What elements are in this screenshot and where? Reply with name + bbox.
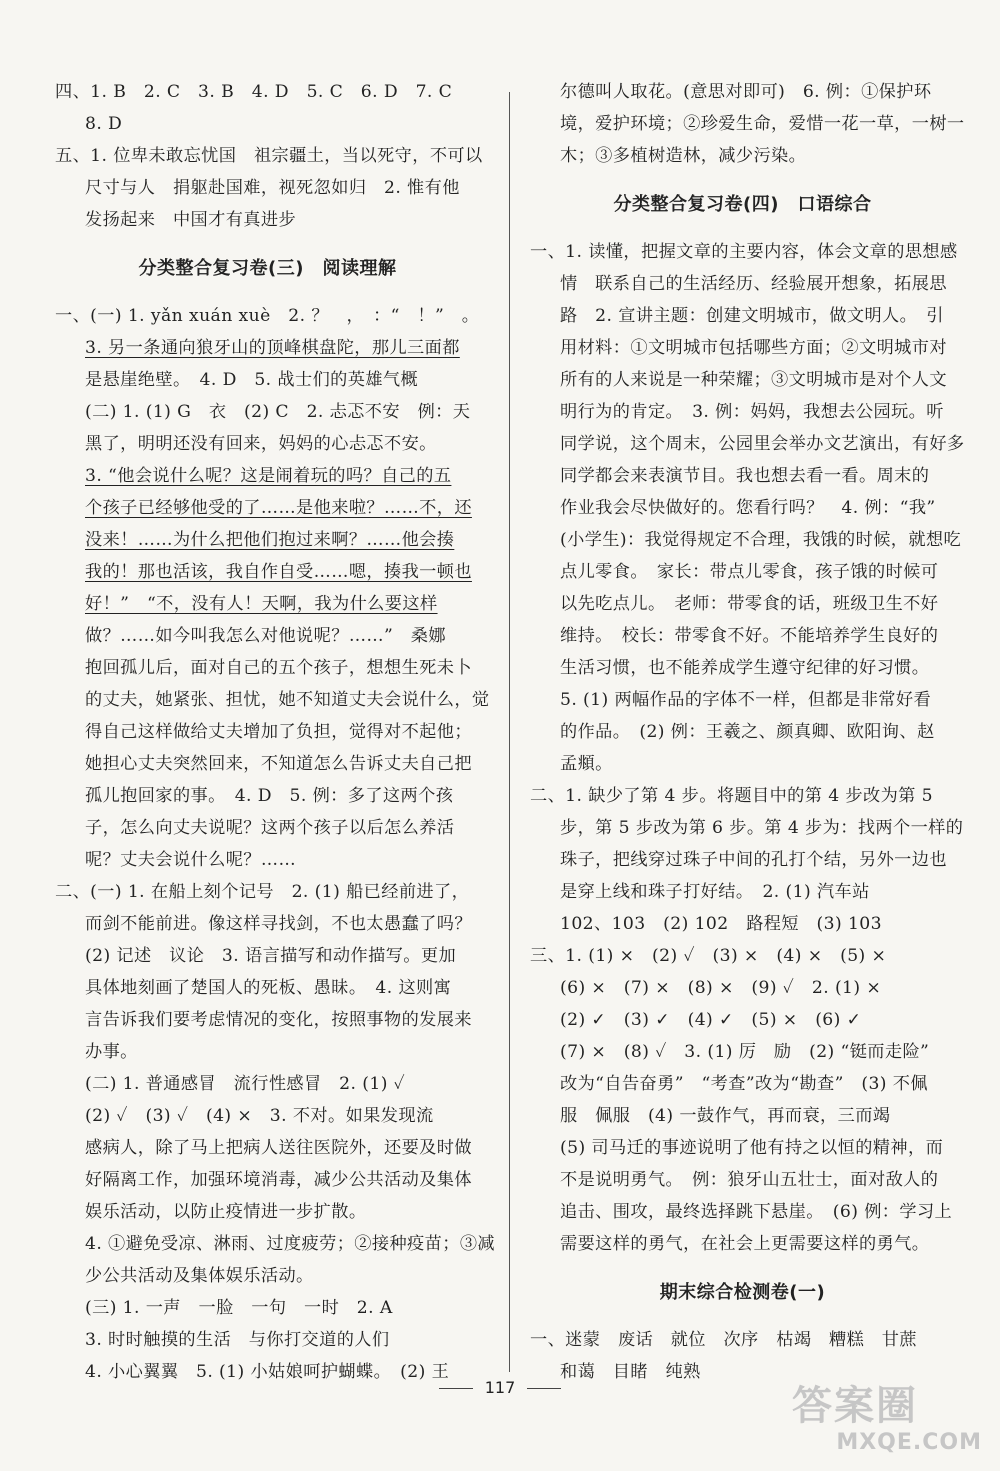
answer-line: 呢？丈夫会说什么呢？…… [85, 850, 297, 870]
watermark-glyphs: 答案圈 [792, 1383, 918, 1429]
answer-line: (2) ✓ (3) ✓ (4) × 3. 不对。如果发现流 [85, 1106, 434, 1126]
answer-line: 以先吃点儿。 老师：带零食的话，班级卫生不好 [560, 594, 939, 614]
right-column [530, 76, 965, 1388]
page-number-rule-right [527, 1388, 561, 1389]
answer-line: (三) 1. 一声 一脸 一句 一时 2. A [85, 1298, 393, 1318]
answer-line: 感病人，除了马上把病人送往医院外，还要及时做 [85, 1138, 472, 1158]
answer-line: 做？……如今叫我怎么对他说呢？……” 桑娜 [85, 626, 446, 646]
answer-line: 和蔼 目睹 纯熟 [560, 1362, 701, 1382]
answer-line: 珠子，把线穿过珠子中间的孔打个结，另外一边也 [560, 850, 947, 870]
answer-line: (5) 司马迁的事迹说明了他有持之以恒的精神，而 [560, 1138, 944, 1158]
answer-line: 追击、围攻，最终选择跳下悬崖。 (6) 例：学习上 [560, 1202, 953, 1222]
answer-line: 没来！……为什么把他们抱过来啊？……他会揍 [85, 530, 455, 550]
answer-line: 尺寸与人 捐躯赴国难，视死忽如归 2. 惟有他 [85, 178, 460, 198]
right-top-block [530, 76, 965, 172]
answer-line: 3. “他会说什么呢？这是闹着玩的吗？自己的五 [85, 466, 452, 486]
answer-line: 好隔离工作，加强环境消毒，减少公共活动及集体 [85, 1170, 472, 1190]
answer-line: 需要这样的勇气，在社会上更需要这样的勇气。 [560, 1234, 930, 1254]
answer-line: (小学生)：我觉得规定不合理，我饿的时候，就想吃 [560, 530, 962, 550]
answer-line: (6) × (7) × (8) × (9) ✓ 2. (1) × [560, 978, 882, 998]
answer-line: 的丈夫，她紧张、担忧，她不知道丈夫会说什么，觉 [85, 690, 490, 710]
answer-line: 一、迷蒙 废话 就位 次序 枯竭 糟糕 甘蔗 [530, 1330, 917, 1350]
answer-line: 抱回孤儿后，面对自己的五个孩子，想想生死未卜 [85, 658, 472, 678]
answer-line: 维持。 校长：带零食不好。不能培养学生良好的 [560, 626, 939, 646]
answer-line: 生活习惯，也不能养成学生遵守纪律的好习惯。 [560, 658, 930, 678]
column-divider [509, 92, 510, 1372]
left-column [55, 76, 495, 1388]
answer-line: 102、103 (2) 102 路程短 (3) 103 [560, 914, 882, 934]
answer-line: (二) 1. (1) G 衣 (2) C 2. 忐忑不安 例：天 [85, 402, 471, 422]
answer-line: 路 2. 宣讲主题：创建文明城市，做文明人。 引 [560, 306, 944, 326]
answer-line: 点儿零食。 家长：带点儿零食，孩子饿的时候可 [560, 562, 939, 582]
answer-line: 8. D [85, 114, 123, 134]
answer-line: 子，怎么向丈夫说呢？这两个孩子以后怎么养活 [85, 818, 455, 838]
answer-line: 孤儿抱回家的事。 4. D 5. 例：多了这两个孩 [85, 786, 454, 806]
answer-line: 同学说，这个周末，公园里会举办文艺演出，有好多 [560, 434, 965, 454]
answer-line: 办事。 [85, 1042, 138, 1062]
answer-line: 二、(一) 1. 在船上刻个记号 2. (1) 船已经前进了， [55, 882, 470, 902]
answer-line: 同学都会来表演节目。我也想去看一看。周末的 [560, 466, 930, 486]
section-title-final-test: 期末综合检测卷(一) [659, 1282, 826, 1303]
answer-line: 一、1. 读懂，把握文章的主要内容，体会文章的思想感 [530, 242, 958, 262]
answer-line: 服 佩服 (4) 一鼓作气，再而衰，三而竭 [560, 1106, 891, 1126]
answer-line: 情 联系自己的生活经历、经验展开想象，拓展思 [560, 274, 947, 294]
answer-line: 娱乐活动，以防止疫情进一步扩散。 [85, 1202, 367, 1222]
answer-line: 4. ①避免受凉、淋雨、过度疲劳；②接种疫苗；③减 [85, 1234, 495, 1254]
answer-line: (7) × (8) ✓ 3. (1) 厉 励 (2) “铤而走险” [560, 1042, 930, 1062]
answer-line: 得自己这样做给丈夫增加了负担，觉得对不起他； [85, 722, 472, 742]
answer-line: 一、(一) 1. yǎn xuán xuè 2. ？ ， ：“ ！” 。 [55, 306, 480, 326]
answer-line: 她担心丈夫突然回来，不知道怎么告诉丈夫自己把 [85, 754, 472, 774]
section-title-oral: 分类整合复习卷(四) 口语综合 [613, 194, 872, 215]
answer-line: 具体地刻画了楚国人的死板、愚昧。 4. 这则寓 [85, 978, 452, 998]
answer-line: 不是说明勇气。 例：狼牙山五壮士，面对敌人的 [560, 1170, 939, 1190]
answer-line: 五、1. 位卑未敢忘忧国 祖宗疆土，当以死守，不可以 [55, 146, 483, 166]
answer-line: 尔德叫人取花。(意思对即可) 6. 例：①保护环 [560, 82, 932, 102]
answer-line: 明行为的肯定。 3. 例：妈妈，我想去公园玩。听 [560, 402, 944, 422]
page-number-text: 117 [484, 1378, 516, 1397]
answer-line: 而剑不能前进。像这样寻找剑，不也太愚蠢了吗？ [85, 914, 472, 934]
answer-line: 改为“自告奋勇” “考查”改为“勘查” (3) 不佩 [560, 1074, 928, 1094]
answer-line: 用材料：①文明城市包括哪些方面；②文明城市对 [560, 338, 947, 358]
answer-line: 我的！那也活该，我自作自受……嗯，揍我一顿也 [85, 562, 472, 582]
answer-line: 木；③多植树造林，减少污染。 [560, 146, 807, 166]
answer-line: 好！” “不，没有人！天啊，我为什么要这样 [85, 594, 438, 614]
answer-line: 3. 另一条通向狼牙山的顶峰棋盘陀，那儿三面都 [85, 338, 460, 358]
answer-line: (2) ✓ (3) ✓ (4) ✓ (5) × (6) ✓ [560, 1010, 862, 1030]
answer-line: 作业我会尽快做好的。您看行吗？ 4. 例：“我” [560, 498, 936, 518]
answer-line: (二) 1. 普通感冒 流行性感冒 2. (1) ✓ [85, 1074, 406, 1094]
answer-line: 孟頫。 [560, 754, 613, 774]
answer-line: 四、1. B 2. C 3. B 4. D 5. C 6. D 7. C [55, 82, 453, 102]
page-number-rule-left [439, 1388, 473, 1389]
answer-line: 是悬崖绝壁。 4. D 5. 战士们的英雄气概 [85, 370, 419, 390]
answer-line: (2) 记述 议论 3. 语言描写和动作描写。更加 [85, 946, 457, 966]
reading-answers [55, 300, 495, 1388]
answer-line: 的作品。 (2) 例：王羲之、颜真卿、欧阳询、赵 [560, 722, 935, 742]
answer-line: 境，爱护环境；②珍爱生命，爱惜一花一草，一树一 [560, 114, 965, 134]
left-top-block [55, 76, 483, 236]
answer-line: 5. (1) 两幅作品的字体不一样，但都是非常好看 [560, 690, 932, 710]
oral-answers [530, 236, 965, 1260]
answer-line: 二、1. 缺少了第 4 步。将题目中的第 4 步改为第 5 [530, 786, 933, 806]
answer-line: 是穿上线和珠子打好结。 2. (1) 汽车站 [560, 882, 870, 902]
section-title-reading: 分类整合复习卷(三) 阅读理解 [138, 258, 397, 279]
answer-line: 三、1. (1) × (2) ✓ (3) × (4) × (5) × [530, 946, 887, 966]
answer-line: 4. 小心翼翼 5. (1) 小姑娘呵护蝴蝶。 (2) 王 [85, 1362, 450, 1382]
answer-line: 步，第 5 步改为第 6 步。第 4 步为：找两个一样的 [560, 818, 964, 838]
answer-line: 3. 时时触摸的生活 与你打交道的人们 [85, 1330, 390, 1350]
answer-line: 发扬起来 中国才有真进步 [85, 210, 297, 230]
answer-line: 个孩子已经够他受的了……是他来啦？……不，还 [85, 498, 472, 518]
answer-line: 所有的人来说是一种荣耀；③文明城市是对个人文 [560, 370, 947, 390]
answer-line: 言告诉我们要考虑情况的变化，按照事物的发展来 [85, 1010, 472, 1030]
watermark-url: MXQE.COM [836, 1430, 982, 1455]
answer-line: 少公共活动及集体娱乐活动。 [85, 1266, 314, 1286]
watermark-logo [792, 1382, 982, 1462]
answer-line: 黑了，明明还没有回来，妈妈的心忐忑不安。 [85, 434, 437, 454]
